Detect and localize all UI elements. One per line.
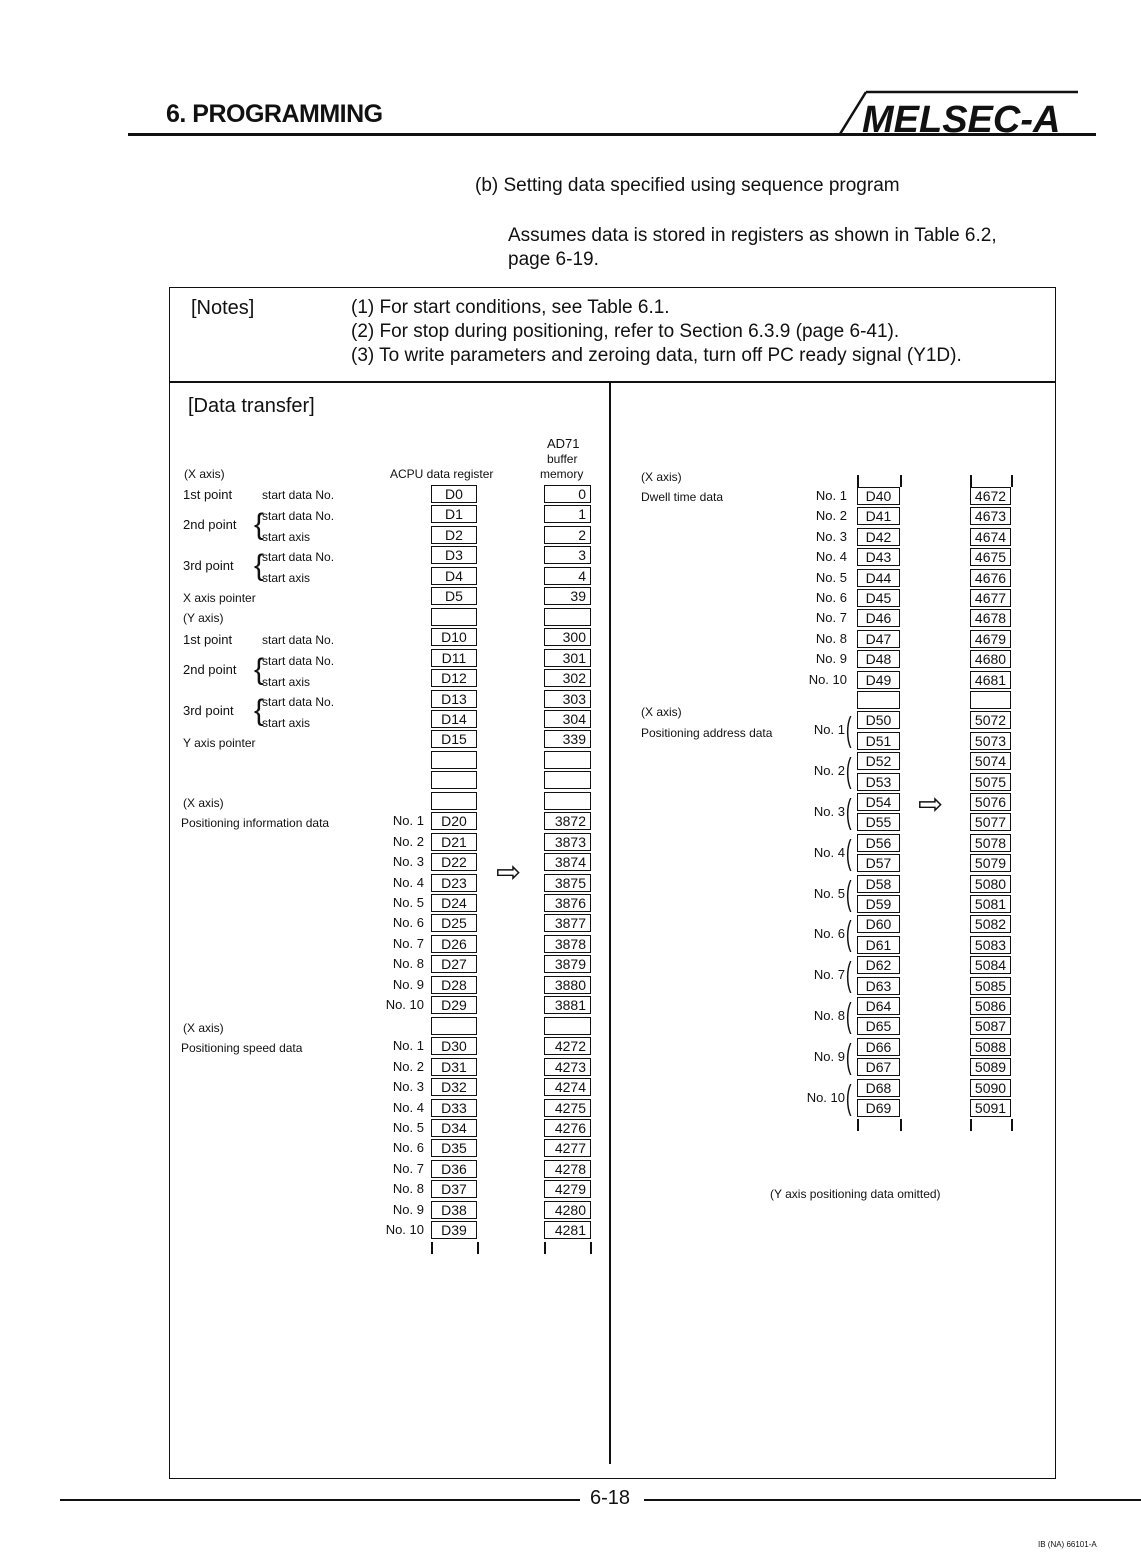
buffer-cell: 1 (544, 505, 591, 523)
item-number: No. 10 (806, 1090, 845, 1105)
register-cell: D21 (431, 833, 477, 851)
register-cell: D44 (857, 569, 900, 587)
intro-heading: (b) Setting data specified using sequence program (475, 175, 900, 196)
footer-rule-left (60, 1499, 580, 1501)
buffer-cell: 3878 (544, 935, 591, 953)
buffer-cell (544, 771, 591, 789)
buffer-cell: 5074 (970, 752, 1011, 770)
x-axis-label-2: (X axis) (183, 796, 224, 810)
paren-icon: ( (845, 1038, 852, 1076)
p2-label: 2nd point (183, 517, 237, 532)
register-cell: D3 (431, 546, 477, 564)
buffer-cell: 5088 (970, 1038, 1011, 1056)
register-cell: D13 (431, 690, 477, 708)
register-cell: D48 (857, 650, 900, 668)
item-number: No. 7 (392, 936, 424, 951)
column-divider (609, 382, 611, 1464)
item-number: No. 9 (813, 1049, 845, 1064)
notes-divider (169, 381, 1056, 383)
register-cell: D63 (857, 977, 900, 995)
buffer-cell: 5089 (970, 1058, 1011, 1076)
buffer-cell: 303 (544, 690, 591, 708)
register-cell: D29 (431, 996, 477, 1014)
doc-number: IB (NA) 66101-A (1038, 1540, 1097, 1549)
table-edge (970, 1119, 972, 1131)
buffer-cell: 3876 (544, 894, 591, 912)
register-cell: D57 (857, 854, 900, 872)
y-p3-start-axis: start axis (262, 716, 311, 730)
buffer-cell (970, 691, 1011, 709)
intro-line1: Assumes data is stored in registers as shown in Table 6.2, (508, 225, 997, 246)
paren-icon: ( (845, 752, 852, 790)
paren-icon: ( (845, 793, 852, 831)
item-number: No. 8 (392, 1181, 424, 1196)
y-p2-start-no: start data No. (262, 654, 335, 668)
register-cell (431, 771, 477, 789)
register-cell (431, 1017, 477, 1035)
paren-icon: ( (845, 956, 852, 994)
acpu-label: ACPU data register (390, 467, 494, 481)
table-edge (431, 1242, 433, 1254)
buffer-cell (544, 1017, 591, 1035)
footer-rule-right (644, 1499, 1141, 1501)
register-cell: D53 (857, 773, 900, 791)
register-cell: D54 (857, 793, 900, 811)
register-cell (857, 691, 900, 709)
buffer-cell (544, 608, 591, 626)
register-cell: D55 (857, 813, 900, 831)
item-number: No. 4 (392, 875, 424, 890)
table-edge (544, 1242, 546, 1254)
table-edge (900, 475, 902, 487)
buffer-cell: 5073 (970, 732, 1011, 750)
item-number: No. 8 (392, 956, 424, 971)
register-cell: D23 (431, 874, 477, 892)
y-p3-label: 3rd point (183, 703, 234, 718)
register-cell: D39 (431, 1221, 477, 1239)
item-number: No. 1 (392, 1038, 424, 1053)
register-cell: D4 (431, 567, 477, 585)
table-edge (970, 475, 972, 487)
table-edge (857, 475, 859, 487)
y-p2-start-axis: start axis (262, 675, 311, 689)
register-cell: D1 (431, 505, 477, 523)
register-cell: D12 (431, 669, 477, 687)
buffer-cell: 5083 (970, 936, 1011, 954)
memory-label: memory (540, 467, 584, 481)
buffer-cell: 2 (544, 526, 591, 544)
buffer-cell: 4280 (544, 1201, 591, 1219)
register-cell: D27 (431, 955, 477, 973)
buffer-cell: 3880 (544, 976, 591, 994)
buffer-cell: 4678 (970, 609, 1011, 627)
buffer-cell: 4676 (970, 569, 1011, 587)
table-edge (590, 1242, 592, 1254)
buffer-cell: 5076 (970, 793, 1011, 811)
buffer-cell: 4278 (544, 1160, 591, 1178)
register-cell: D28 (431, 976, 477, 994)
p3-start-no: start data No. (262, 550, 335, 564)
register-cell: D42 (857, 528, 900, 546)
brace-icon: { (254, 508, 265, 541)
y-p1-start-no: start data No. (262, 633, 335, 647)
register-cell: D56 (857, 834, 900, 852)
item-number: No. 8 (815, 631, 847, 646)
item-number: No. 10 (385, 1222, 424, 1237)
buffer-cell: 5082 (970, 915, 1011, 933)
y-pointer-label: Y axis pointer (183, 736, 256, 750)
buffer-cell: 4275 (544, 1099, 591, 1117)
register-cell: D25 (431, 914, 477, 932)
transfer-arrow-icon: ⇨ (496, 856, 522, 889)
buffer-cell (544, 751, 591, 769)
y-axis-label: (Y axis) (183, 611, 224, 625)
buffer-cell: 4677 (970, 589, 1011, 607)
buffer-cell: 5090 (970, 1079, 1011, 1097)
brace-icon: { (254, 694, 265, 727)
x-pointer-label: X axis pointer (183, 591, 256, 605)
pos-addr-label: Positioning address data (641, 726, 773, 740)
buffer-cell: 3874 (544, 853, 591, 871)
y-p1-label: 1st point (183, 632, 233, 647)
buffer-cell: 4274 (544, 1078, 591, 1096)
register-cell: D45 (857, 589, 900, 607)
buffer-cell: 3881 (544, 996, 591, 1014)
register-cell: D67 (857, 1058, 900, 1076)
register-cell: D14 (431, 710, 477, 728)
y-p2-label: 2nd point (183, 662, 237, 677)
buffer-cell: 4 (544, 567, 591, 585)
item-number: No. 5 (815, 570, 847, 585)
register-cell: D0 (431, 485, 477, 503)
item-number: No. 6 (392, 1140, 424, 1155)
buffer-cell: 3872 (544, 812, 591, 830)
p1-start-no: start data No. (262, 488, 335, 502)
p1-label: 1st point (183, 487, 233, 502)
register-cell: D35 (431, 1139, 477, 1157)
register-cell: D41 (857, 507, 900, 525)
register-cell: D37 (431, 1180, 477, 1198)
buffer-cell: 5085 (970, 977, 1011, 995)
item-number: No. 6 (392, 915, 424, 930)
buffer-cell: 5081 (970, 895, 1011, 913)
buffer-cell: 301 (544, 649, 591, 667)
item-number: No. 6 (815, 590, 847, 605)
note-3: (3) To write parameters and zeroing data, turn off PC ready signal (Y1D). (351, 345, 962, 366)
item-number: No. 2 (392, 834, 424, 849)
ad71-label: AD71 (547, 436, 580, 451)
register-cell (431, 608, 477, 626)
item-number: No. 5 (392, 1120, 424, 1135)
table-edge (857, 1119, 859, 1131)
item-number: No. 9 (392, 977, 424, 992)
buffer-cell: 5087 (970, 1017, 1011, 1035)
table-edge (477, 1242, 479, 1254)
section-title: 6. PROGRAMMING (166, 100, 383, 128)
register-cell: D34 (431, 1119, 477, 1137)
register-cell: D2 (431, 526, 477, 544)
register-cell: D46 (857, 609, 900, 627)
item-number: No. 2 (815, 508, 847, 523)
x-axis-label-3: (X axis) (183, 1021, 224, 1035)
register-cell: D32 (431, 1078, 477, 1096)
intro-line2: page 6-19. (508, 249, 599, 270)
item-number: No. 3 (815, 529, 847, 544)
register-cell: D61 (857, 936, 900, 954)
buffer-cell: 3875 (544, 874, 591, 892)
register-cell: D59 (857, 895, 900, 913)
buffer-cell: 4680 (970, 650, 1011, 668)
register-cell: D68 (857, 1079, 900, 1097)
item-number: No. 3 (813, 804, 845, 819)
table-edge (1011, 475, 1013, 487)
register-cell: D50 (857, 711, 900, 729)
item-number: No. 7 (392, 1161, 424, 1176)
register-cell: D69 (857, 1099, 900, 1117)
p3-label: 3rd point (183, 558, 234, 573)
buffer-cell: 4279 (544, 1180, 591, 1198)
register-cell: D20 (431, 812, 477, 830)
buffer-cell: 4273 (544, 1058, 591, 1076)
item-number: No. 3 (392, 1079, 424, 1094)
item-number: No. 7 (813, 967, 845, 982)
buffer-cell: 5079 (970, 854, 1011, 872)
buffer-cell: 3879 (544, 955, 591, 973)
buffer-cell: 339 (544, 730, 591, 748)
buffer-cell: 3873 (544, 833, 591, 851)
table-edge (1011, 1119, 1013, 1131)
buffer-cell: 4681 (970, 671, 1011, 689)
r-x-axis-label-2: (X axis) (641, 705, 682, 719)
item-number: No. 8 (813, 1008, 845, 1023)
item-number: No. 2 (813, 763, 845, 778)
buffer-cell: 5086 (970, 997, 1011, 1015)
buffer-cell: 3877 (544, 914, 591, 932)
paren-icon: ( (845, 875, 852, 913)
paren-icon: ( (845, 1079, 852, 1117)
item-number: No. 4 (815, 549, 847, 564)
pos-speed-label: Positioning speed data (181, 1041, 303, 1055)
buffer-cell: 304 (544, 710, 591, 728)
p2-start-no: start data No. (262, 509, 335, 523)
r-x-axis-label: (X axis) (641, 470, 682, 484)
item-number: No. 1 (813, 722, 845, 737)
register-cell: D60 (857, 915, 900, 933)
item-number: No. 9 (815, 651, 847, 666)
register-cell: D30 (431, 1037, 477, 1055)
buffer-cell: 4675 (970, 548, 1011, 566)
buffer-cell: 0 (544, 485, 591, 503)
brace-icon: { (254, 653, 265, 686)
paren-icon: ( (845, 915, 852, 953)
register-cell: D47 (857, 630, 900, 648)
item-number: No. 10 (385, 997, 424, 1012)
buffer-cell: 5075 (970, 773, 1011, 791)
buffer-cell: 4272 (544, 1037, 591, 1055)
buffer-cell: 5077 (970, 813, 1011, 831)
item-number: No. 2 (392, 1059, 424, 1074)
buffer-cell: 4673 (970, 507, 1011, 525)
register-cell: D38 (431, 1201, 477, 1219)
register-cell: D31 (431, 1058, 477, 1076)
dwell-label: Dwell time data (641, 490, 724, 504)
note-1: (1) For start conditions, see Table 6.1. (351, 297, 670, 318)
register-cell (431, 792, 477, 810)
register-cell: D15 (431, 730, 477, 748)
register-cell: D36 (431, 1160, 477, 1178)
item-number: No. 3 (392, 854, 424, 869)
pos-info-label: Positioning information data (181, 816, 330, 830)
item-number: No. 5 (813, 886, 845, 901)
buffer-cell: 5080 (970, 875, 1011, 893)
register-cell: D33 (431, 1099, 477, 1117)
buffer-cell: 4277 (544, 1139, 591, 1157)
item-number: No. 9 (392, 1202, 424, 1217)
buffer-cell: 4281 (544, 1221, 591, 1239)
p3-start-axis: start axis (262, 571, 311, 585)
register-cell: D22 (431, 853, 477, 871)
buffer-cell: 5084 (970, 956, 1011, 974)
item-number: No. 5 (392, 895, 424, 910)
register-cell: D58 (857, 875, 900, 893)
paren-icon: ( (845, 711, 852, 749)
brace-icon: { (254, 549, 265, 582)
register-cell: D5 (431, 587, 477, 605)
buffer-cell: 5091 (970, 1099, 1011, 1117)
buffer-cell: 302 (544, 669, 591, 687)
register-cell: D52 (857, 752, 900, 770)
table-edge (900, 1119, 902, 1131)
data-transfer-title: [Data transfer] (188, 395, 315, 417)
x-axis-label: (X axis) (184, 467, 225, 481)
register-cell: D51 (857, 732, 900, 750)
buffer-cell: 300 (544, 628, 591, 646)
item-number: No. 6 (813, 926, 845, 941)
buffer-cell: 4276 (544, 1119, 591, 1137)
buffer-cell (544, 792, 591, 810)
register-cell (431, 751, 477, 769)
buffer-cell: 3 (544, 546, 591, 564)
register-cell: D62 (857, 956, 900, 974)
buffer-cell: 4674 (970, 528, 1011, 546)
register-cell: D64 (857, 997, 900, 1015)
register-cell: D26 (431, 935, 477, 953)
buffer-cell: 39 (544, 587, 591, 605)
page-number: 6-18 (590, 1487, 631, 1509)
melsec-logo (838, 88, 1093, 146)
buffer-cell: 5078 (970, 834, 1011, 852)
note-2: (2) For stop during positioning, refer to Section 6.3.9 (page 6-41). (351, 321, 900, 342)
register-cell: D66 (857, 1038, 900, 1056)
buffer-cell: 5072 (970, 711, 1011, 729)
item-number: No. 7 (815, 610, 847, 625)
omitted-note: (Y axis positioning data omitted) (770, 1187, 941, 1201)
paren-icon: ( (845, 997, 852, 1035)
register-cell: D11 (431, 649, 477, 667)
content-box (169, 287, 1056, 1479)
item-number: No. 4 (813, 845, 845, 860)
register-cell: D10 (431, 628, 477, 646)
p2-start-axis: start axis (262, 530, 311, 544)
brand-text: MELSEC-A (862, 99, 1061, 141)
y-p3-start-no: start data No. (262, 695, 335, 709)
item-number: No. 1 (392, 813, 424, 828)
register-cell: D43 (857, 548, 900, 566)
register-cell: D49 (857, 671, 900, 689)
register-cell: D65 (857, 1017, 900, 1035)
item-number: No. 1 (815, 488, 847, 503)
buffer-cell: 4679 (970, 630, 1011, 648)
register-cell: D24 (431, 894, 477, 912)
paren-icon: ( (845, 834, 852, 872)
notes-label: [Notes] (191, 297, 255, 319)
item-number: No. 10 (808, 672, 847, 687)
item-number: No. 4 (392, 1100, 424, 1115)
buffer-label: buffer (547, 452, 578, 466)
register-cell: D40 (857, 487, 900, 505)
transfer-arrow-icon-2: ⇨ (918, 788, 944, 821)
buffer-cell: 4672 (970, 487, 1011, 505)
